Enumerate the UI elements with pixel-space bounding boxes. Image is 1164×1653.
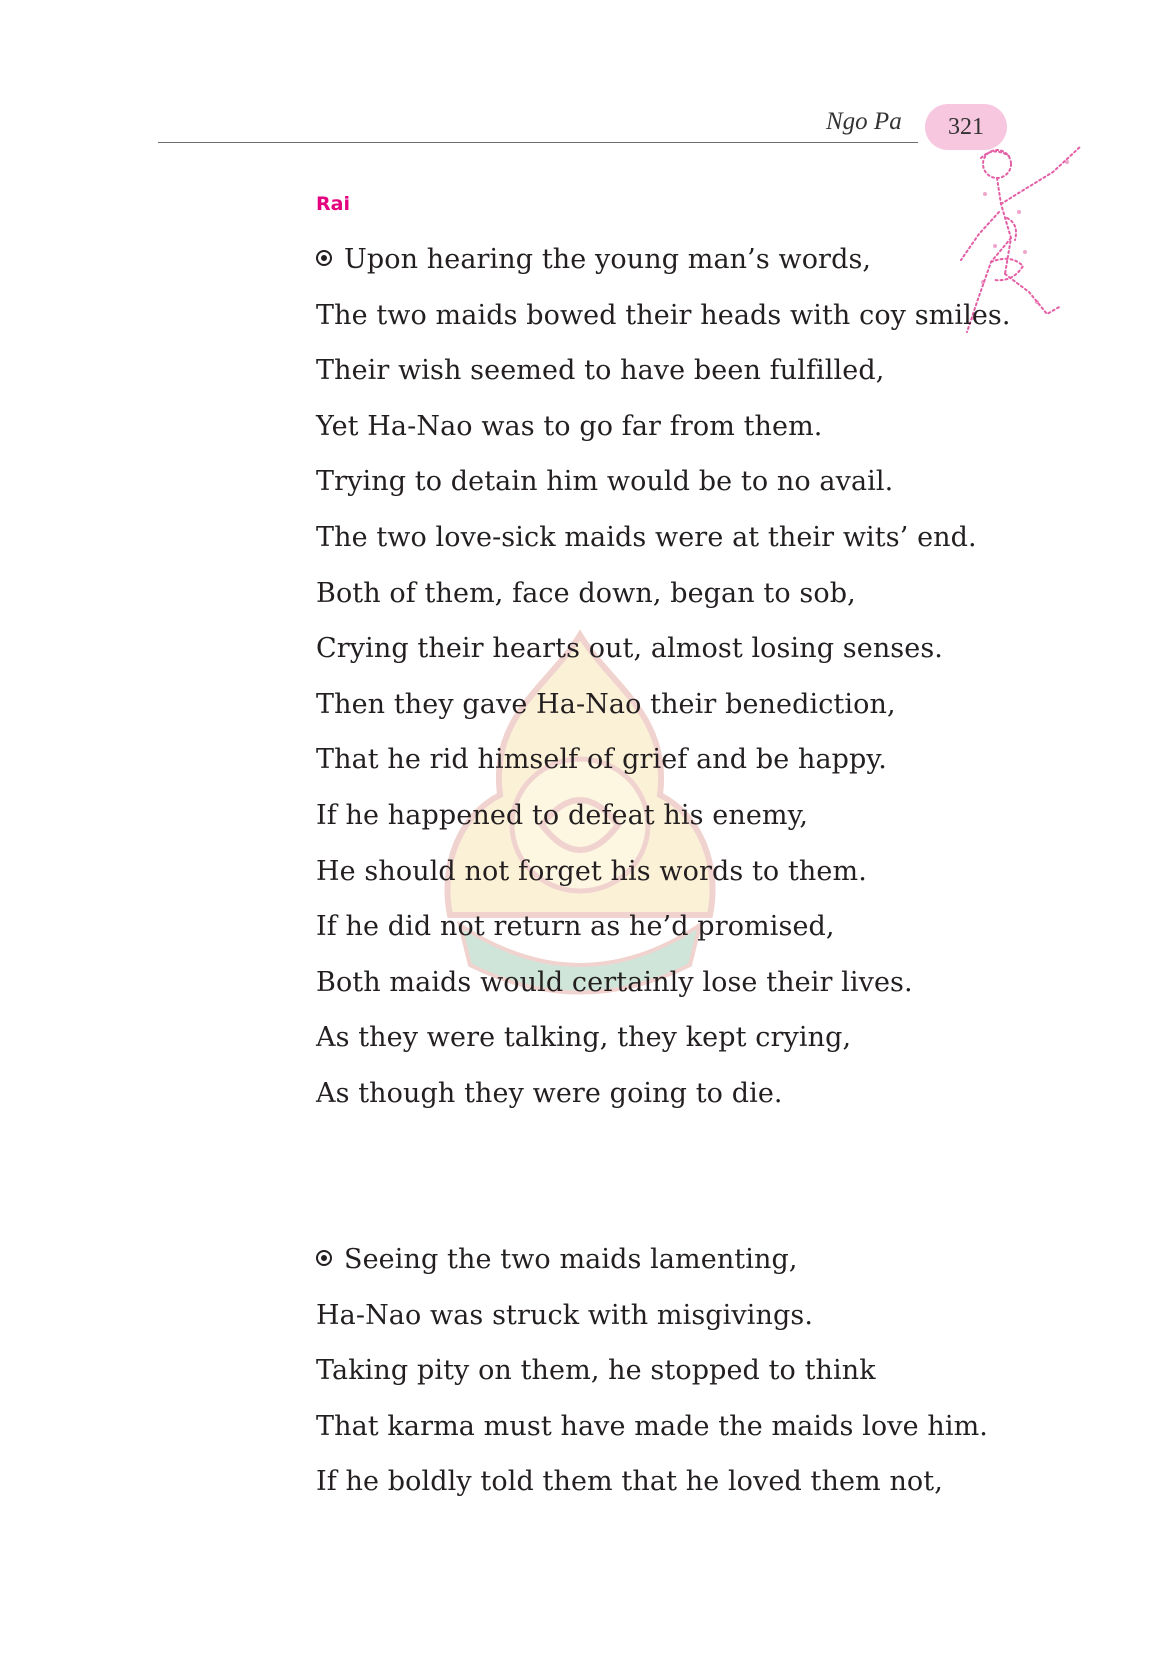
circle-dot-bullet-icon bbox=[316, 250, 332, 266]
verse-line: The two love-sick maids were at their wits’ end. bbox=[316, 521, 977, 553]
verse-line: Crying their hearts out, almost losing senses. bbox=[316, 633, 943, 665]
section-label: Rai bbox=[316, 193, 350, 215]
verse-line bbox=[316, 232, 1011, 288]
verse-line: He should not forget his words to them. bbox=[316, 855, 867, 887]
verse-line-text: Seeing the two maids lamenting, bbox=[344, 1244, 798, 1275]
circle-dot-bullet-icon bbox=[316, 1250, 332, 1266]
verse-line-text: Upon hearing the young man’s words, bbox=[344, 244, 872, 275]
verse-line: Both of them, face down, began to sob, bbox=[316, 577, 856, 609]
stanza-2 bbox=[316, 1232, 988, 1510]
running-head: Ngo Pa bbox=[826, 108, 902, 135]
verse-line bbox=[316, 1232, 988, 1288]
verse-line: As they were talking, they kept crying, bbox=[316, 1022, 852, 1054]
verse-line: If he did not return as he’d promised, bbox=[316, 911, 835, 943]
verse-line: Then they gave Ha-Nao their benediction, bbox=[316, 688, 896, 720]
verse-line: That he rid himself of grief and be happy. bbox=[316, 744, 887, 776]
verse-line: Taking pity on them, he stopped to think bbox=[316, 1355, 876, 1387]
stanza-1 bbox=[316, 232, 1011, 1122]
page-number: 321 bbox=[948, 113, 984, 140]
verse-line: That karma must have made the maids love him. bbox=[316, 1410, 988, 1442]
verse-line: As though they were going to die. bbox=[316, 1077, 783, 1109]
verse-line: Both maids would certainly lose their lives. bbox=[316, 966, 913, 998]
verse-line: If he happened to defeat his enemy, bbox=[316, 799, 809, 831]
verse-line: Their wish seemed to have been fulfilled, bbox=[316, 355, 885, 387]
header-rule bbox=[158, 142, 918, 143]
verse-line: Ha-Nao was struck with misgivings. bbox=[316, 1299, 814, 1331]
verse-line: The two maids bowed their heads with coy smiles. bbox=[316, 299, 1011, 331]
verse-line: Yet Ha-Nao was to go far from them. bbox=[316, 410, 823, 442]
verse-line: If he boldly told them that he loved them not, bbox=[316, 1466, 943, 1498]
verse-line: Trying to detain him would be to no avail. bbox=[316, 466, 894, 498]
